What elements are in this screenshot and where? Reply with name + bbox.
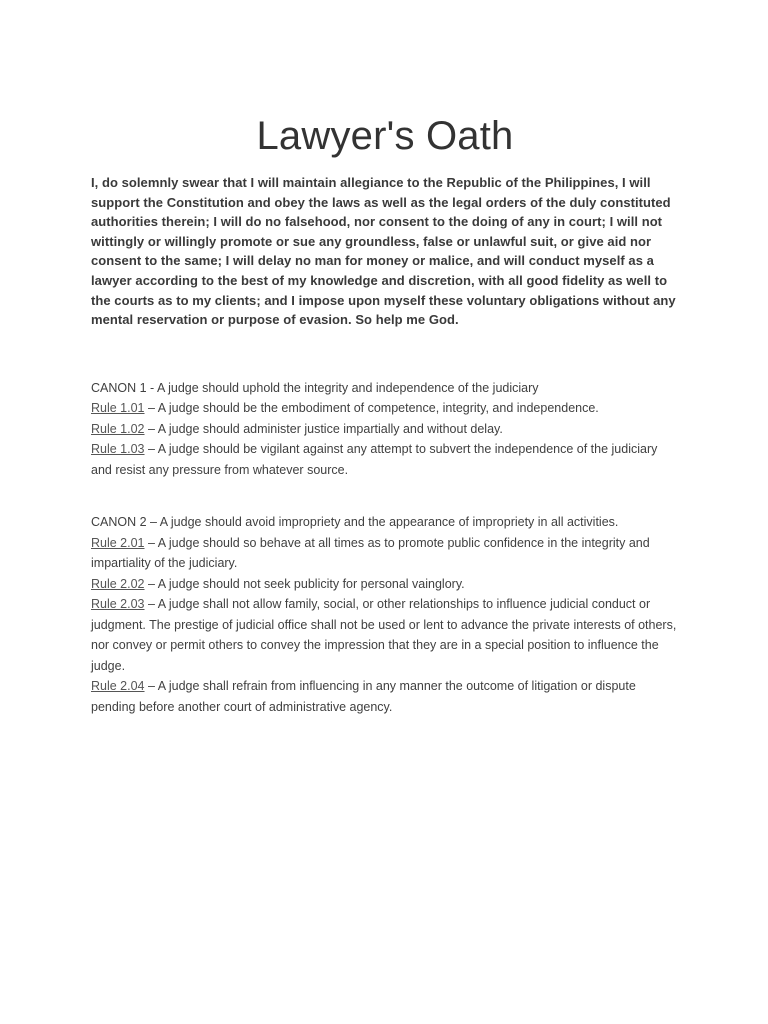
rule-1-02 [91, 419, 679, 440]
rule-2-03-link[interactable]: Rule 2.03 [91, 597, 145, 612]
canon-1-section [91, 378, 679, 481]
rule-2-02-text: – A judge should not seek publicity for personal vainglory. [144, 576, 465, 591]
rule-2-04-text: – A judge shall refrain from influencing in any manner the outcome of litigation or dispute pending before another court of administrative agency. [91, 679, 636, 714]
rule-2-01-link[interactable]: Rule 2.01 [91, 535, 145, 550]
rule-1-03 [91, 439, 679, 480]
rule-2-01 [91, 533, 679, 574]
rule-2-02-link[interactable]: Rule 2.02 [91, 576, 145, 591]
rule-2-03-text: – A judge shall not allow family, social, or other relationships to influence judicial conduct or judgment. The prestige of judicial office shall not be used or lent to advance the private interests of others, nor convey or permit others to convey the impression that they are in a special position to influence the judge. [91, 597, 677, 673]
rule-2-04 [91, 676, 679, 717]
rule-1-01 [91, 398, 679, 419]
rule-1-02-text: – A judge should administer justice impartially and without delay. [144, 421, 503, 436]
document-page [91, 0, 679, 717]
page-title: Lawyer's Oath [256, 114, 514, 158]
rule-1-02-link[interactable]: Rule 1.02 [91, 421, 145, 436]
canon-1-heading: CANON 1 - A judge should uphold the integrity and independence of the judiciary [91, 380, 539, 395]
rule-1-01-link[interactable]: Rule 1.01 [91, 401, 145, 416]
rule-1-01-text: – A judge should be the embodiment of competence, integrity, and independence. [144, 401, 599, 416]
rule-2-04-link[interactable]: Rule 2.04 [91, 679, 145, 694]
canon-2-heading: CANON 2 – A judge should avoid impropriety and the appearance of impropriety in all activities. [91, 515, 619, 530]
rule-2-03 [91, 594, 679, 676]
rule-1-03-link[interactable]: Rule 1.03 [91, 442, 145, 457]
rule-1-03-text: – A judge should be vigilant against any attempt to subvert the independence of the judiciary and resist any pressure from whatever source. [91, 442, 658, 477]
rule-2-02 [91, 574, 679, 595]
rule-2-01-text: – A judge should so behave at all times as to promote public confidence in the integrity and impartiality of the judiciary. [91, 535, 650, 571]
lawyers-oath-paragraph: I, do solemnly swear that I will maintain allegiance to the Republic of the Philippines, I will support the Constitution and obey the laws as well as the legal orders of the duly constituted authorities therein; I will do no falsehood, nor consent to the doing of any in court; I will not wittingly or willingly promote or sue any groundless, false or unlawful suit, or give aid nor consent to the same; I will delay no man for money or malice, and will conduct myself as a lawyer according to the best of my knowledge and discretion, with all good fidelity as well to the courts as to my clients; and I impose upon myself these voluntary obligations without any mental reservation or purpose of evasion. So help me God. [91, 175, 676, 328]
canon-2-section [91, 512, 679, 717]
